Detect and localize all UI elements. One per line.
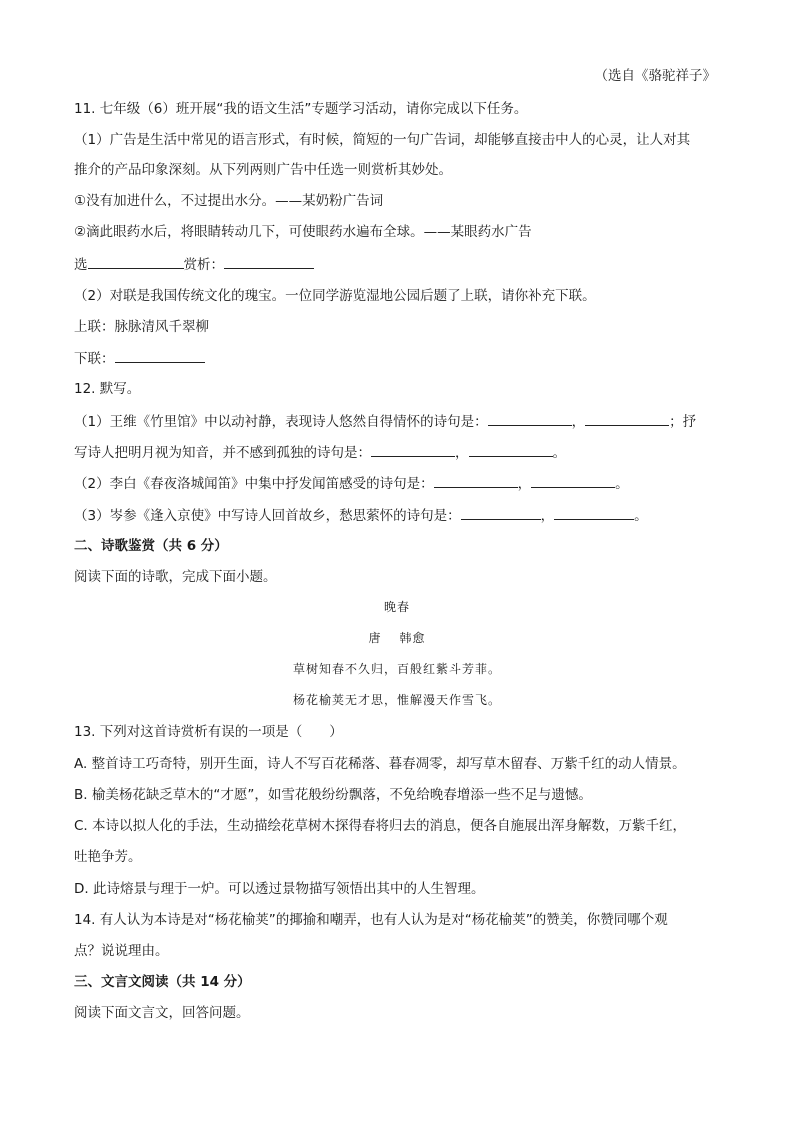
section2-intro: 阅读下面的诗歌，完成下面小题。 bbox=[74, 569, 277, 585]
q13-stem: 13. 下列对这首诗赏析有误的一项是（ ） bbox=[74, 724, 343, 740]
q12-s3-line bbox=[74, 505, 724, 526]
period: 。 bbox=[552, 445, 566, 461]
q11-ad-1: ①没有加进什么，不过提出水分。——某奶粉广告词 bbox=[74, 193, 384, 209]
section3-intro: 阅读下面文言文，回答问题。 bbox=[74, 1005, 250, 1021]
poem-line-2: 杨花榆荚无才思，惟解漫天作雪飞。 bbox=[292, 693, 501, 707]
q14-line2: 点？说说理由。 bbox=[74, 943, 169, 959]
period: 。 bbox=[615, 476, 629, 492]
semicolon: ；抒 bbox=[669, 414, 697, 430]
couplet-lower-line bbox=[74, 348, 724, 369]
choose-blank[interactable] bbox=[88, 254, 184, 269]
comma: ， bbox=[517, 476, 532, 492]
blank-2[interactable] bbox=[585, 411, 669, 426]
q11-ad-2: ②滴此眼药水后，将眼睛转动几下，可使眼药水遍布全球。——某眼药水广告 bbox=[74, 224, 532, 240]
poem-title: 晚春 bbox=[383, 600, 410, 614]
blank-7[interactable] bbox=[461, 505, 541, 520]
q11-stem: 11. 七年级（6）班开展“我的语文生活”专题学习活动，请你完成以下任务。 bbox=[74, 101, 528, 117]
q12-s2-line bbox=[74, 473, 724, 494]
q12-s1-prompt: （1）王维《竹里馆》中以动衬静，表现诗人悠然自得情怀的诗句是： bbox=[74, 414, 488, 430]
comma: ， bbox=[455, 445, 469, 461]
analysis-label: 赏析： bbox=[183, 257, 224, 273]
q13-option-a: A. 整首诗工巧奇特，别开生面，诗人不写百花稀落、暮春凋零，却写草木留春、万紫千红的动人情景。 bbox=[74, 756, 686, 772]
q13-option-b: B. 榆美杨花缺乏草木的“才愿”，如雪花般纷纷飘落，不免给晚春增添一些不足与遗憾。 bbox=[74, 787, 592, 803]
q12-s1-line2 bbox=[74, 442, 724, 463]
q12-s1b-prompt: 写诗人把明月视为知音，并不感到孤独的诗句是： bbox=[74, 445, 371, 461]
comma: ， bbox=[571, 414, 586, 430]
blank-4[interactable] bbox=[469, 442, 553, 457]
q13-option-d: D. 此诗熔景与理于一炉。可以透过景物描写领悟出其中的人生智理。 bbox=[74, 881, 485, 897]
analysis-blank[interactable] bbox=[224, 254, 314, 269]
q12-stem: 12. 默写。 bbox=[74, 381, 141, 397]
q11-part1-line1: （1）广告是生活中常见的语言形式，有时候，简短的一句广告词，却能够直接击中人的心灵，让人对其 bbox=[74, 132, 691, 148]
q11-part1-line2: 推介的产品印象深刻。从下列两则广告中任选一则赏析其妙处。 bbox=[74, 162, 452, 178]
blank-1[interactable] bbox=[488, 411, 572, 426]
couplet-upper: 上联：脉脉清风千翠柳 bbox=[74, 319, 209, 335]
q14-line1: 14. 有人认为本诗是对“杨花榆荚”的揶揄和嘲弄，也有人认为是对“杨花榆荚”的赞美，你赞同哪个观 bbox=[74, 912, 668, 928]
q11-part2: （2）对联是我国传统文化的瑰宝。一位同学游览湿地公园后题了上联，请你补充下联。 bbox=[74, 288, 596, 304]
poem-line-1: 草树知春不久归，百般红紫斗芳菲。 bbox=[292, 662, 501, 676]
q12-s2-prompt: （2）李白《春夜洛城闻笛》中集中抒发闻笛感受的诗句是： bbox=[74, 476, 434, 492]
q12-s1-line1 bbox=[74, 411, 724, 432]
blank-3[interactable] bbox=[371, 442, 455, 457]
period: 。 bbox=[634, 508, 648, 524]
q11-answer-line bbox=[74, 254, 724, 275]
poem-author: 韩愈 bbox=[399, 631, 426, 645]
couplet-lower-blank[interactable] bbox=[115, 348, 205, 363]
blank-6[interactable] bbox=[531, 473, 615, 488]
choose-label: 选 bbox=[74, 257, 88, 273]
poem-dynasty: 唐 bbox=[368, 631, 382, 645]
source-note: （选自《骆驼祥子》 bbox=[594, 68, 716, 84]
q13-option-c-line1: C. 本诗以拟人化的手法，生动描绘花草树木探得春将归去的消息，便各自施展出浑身解数，万紫千红， bbox=[74, 818, 687, 834]
section2-heading: 二、诗歌鉴赏（共 6 分） bbox=[74, 538, 228, 554]
blank-8[interactable] bbox=[554, 505, 634, 520]
section3-heading: 三、文言文阅读（共 14 分） bbox=[74, 974, 251, 990]
poem-byline bbox=[0, 629, 794, 647]
comma: ， bbox=[540, 508, 555, 524]
blank-5[interactable] bbox=[434, 473, 518, 488]
couplet-lower-label: 下联： bbox=[74, 351, 115, 367]
q13-option-c-line2: 吐艳争芳。 bbox=[74, 849, 142, 865]
q12-s3-prompt: （3）岑参《逢入京使》中写诗人回首故乡，愁思萦怀的诗句是： bbox=[74, 508, 461, 524]
